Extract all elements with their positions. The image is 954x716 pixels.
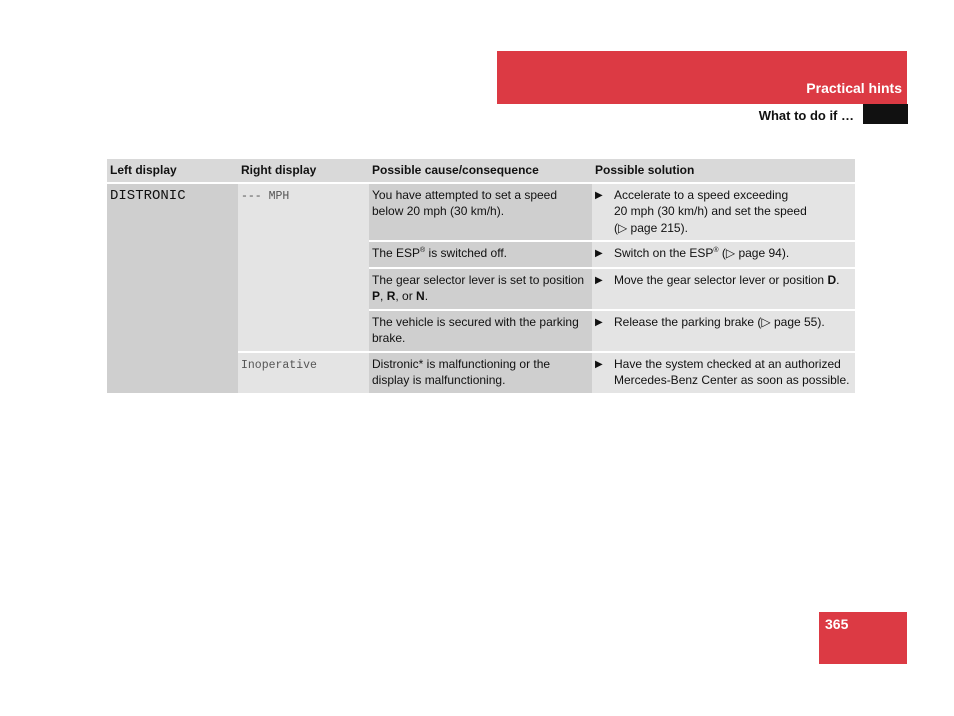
left-display-text: DISTRONIC [110, 187, 186, 204]
solution-text: Accelerate to a speed exceeding 20 mph (30 km/h) and set the speed (▷ page 215). [614, 187, 807, 235]
bullet-icon: ▶ [595, 274, 603, 286]
page-number: 365 [825, 616, 849, 632]
bullet-icon: ▶ [595, 189, 603, 201]
solution-cell [592, 268, 855, 310]
table-header-row [107, 159, 855, 183]
left-display-cell [107, 183, 238, 394]
registered-mark: ® [713, 247, 719, 254]
right-display-cell [238, 183, 369, 352]
solution-text: Switch on the ESP® (▷ page 94). [614, 246, 790, 260]
fault-table [107, 159, 855, 395]
column-header-solution: Possible solution [592, 159, 855, 183]
column-header-right-display: Right display [238, 159, 369, 183]
bullet-icon: ▶ [595, 248, 603, 259]
solution-cell [592, 241, 855, 268]
solution-cell [592, 310, 855, 352]
solution-cell [592, 183, 855, 242]
cause-cell: The vehicle is secured with the parking brake. [369, 310, 592, 352]
header-band [497, 51, 907, 104]
chapter-tab [863, 104, 908, 124]
solution-cell [592, 352, 855, 394]
cause-cell: The gear selector lever is set to position P, R, or N. [369, 268, 592, 310]
cause-cell: Distronic* is malfunctioning or the display is malfunctioning. [369, 352, 592, 394]
column-header-cause: Possible cause/consequence [369, 159, 592, 183]
solution-text: Have the system checked at an authorized Mercedes-Benz Center as soon as possible. [614, 356, 850, 387]
bullet-icon: ▶ [595, 316, 603, 328]
right-display-text: --- MPH [241, 189, 290, 203]
cause-cell: The ESP® is switched off. [369, 241, 592, 268]
subsection-title: What to do if … [758, 108, 854, 123]
cause-cell: You have attempted to set a speed below 20 mph (30 km/h). [369, 183, 592, 242]
table-row [107, 183, 855, 242]
registered-mark: ® [420, 247, 426, 254]
solution-text: Release the parking brake (▷ page 55). [614, 314, 825, 329]
column-header-left-display: Left display [107, 159, 238, 183]
bullet-icon: ▶ [595, 358, 603, 370]
right-display-text: Inoperative [241, 358, 317, 372]
solution-text: Move the gear selector lever or position D. [614, 272, 840, 287]
right-display-cell [238, 352, 369, 394]
section-title: Practical hints [806, 80, 902, 96]
